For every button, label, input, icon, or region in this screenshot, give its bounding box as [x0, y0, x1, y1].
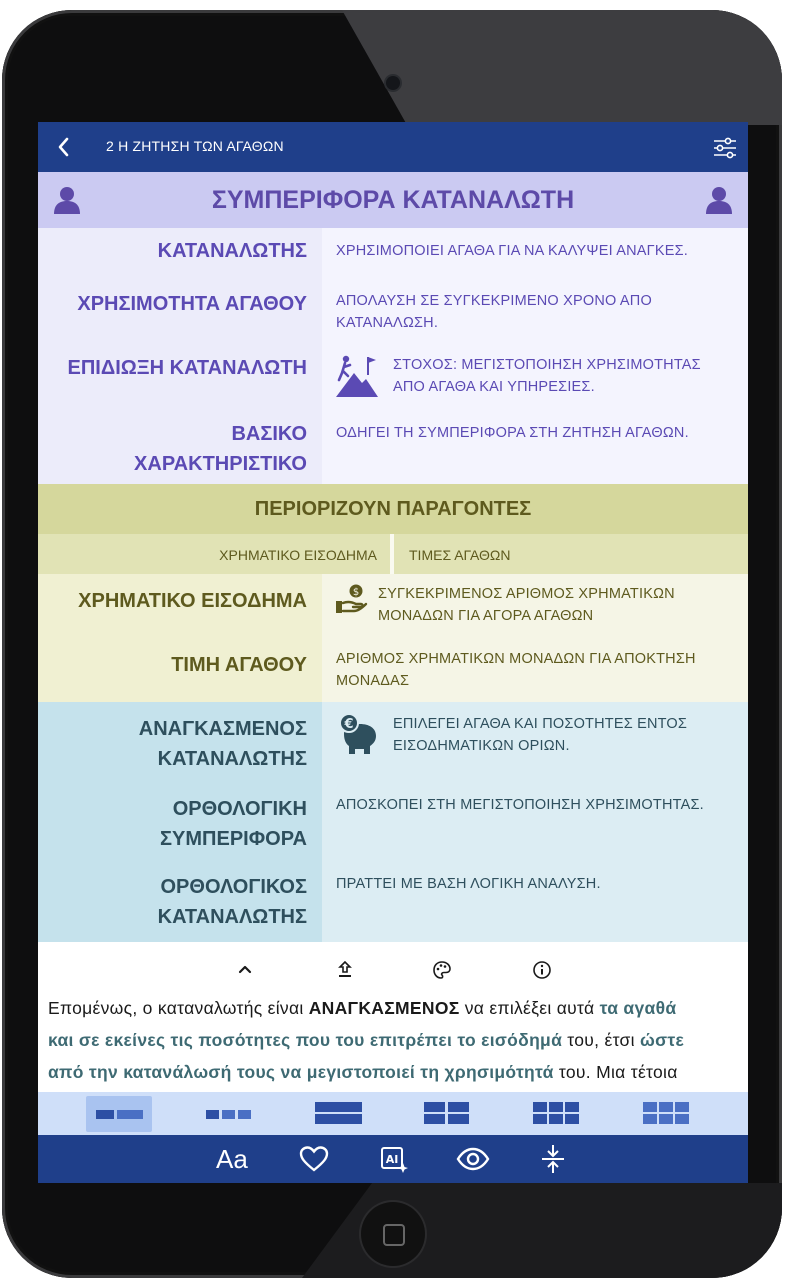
layout-switcher	[38, 1092, 748, 1136]
page-title: 2 Η ΖΗΤΗΣΗ ΤΩΝ ΑΓΑΘΩΝ	[106, 138, 284, 154]
row-label-line: ΣΥΜΠΕΡΙΦΟΡΑ	[160, 828, 307, 850]
tablet-frame	[2, 10, 782, 1278]
layout-2col-icon	[86, 1096, 152, 1132]
text-run-bold: ΑΝΑΓΚΑΣΜΕΝΟΣ	[308, 998, 460, 1018]
row-value: ΑΡΙΘΜΟΣ ΧΡΗΜΑΤΙΚΩΝ ΜΟΝΑΔΩΝ ΓΙΑ ΑΠΟΚΤΗΣΗ ΜΟΝΑΔΑΣ	[336, 651, 696, 689]
eye-icon[interactable]	[456, 1143, 490, 1175]
back-arrow-icon[interactable]	[52, 134, 76, 160]
collapse-icon[interactable]	[538, 1143, 568, 1175]
piggy-bank-euro-icon	[336, 712, 380, 756]
money-hand-icon	[334, 583, 368, 615]
palette-icon[interactable]	[432, 960, 452, 980]
row-value: ΣΥΓΚΕΚΡΙΜΕΝΟΣ ΑΡΙΘΜΟΣ ΧΡΗΜΑΤΙΚΩΝ ΜΟΝΑΔΩΝ ΓΙΑ ΑΓΟΡΑ ΑΓΑΘΩΝ	[378, 586, 675, 624]
layout-option-1[interactable]	[86, 1096, 152, 1132]
row-label: ΤΙΜΗ ΑΓΑΘΟΥ	[171, 654, 307, 676]
heart-icon[interactable]	[298, 1143, 330, 1175]
constraints-subheader	[38, 534, 748, 574]
row-value: ΧΡΗΣΙΜΟΠΟΙΕΙ ΑΓΑΘΑ ΓΙΑ ΝΑ ΚΑΛΥΨΕΙ ΑΝΑΓΚΕΣ.	[336, 243, 688, 259]
share-upload-icon[interactable]	[336, 960, 354, 978]
info-icon[interactable]	[532, 960, 552, 980]
highlight-run[interactable]: τα αγαθά	[599, 998, 677, 1018]
text-run: του. Μια τέτοια	[553, 1062, 678, 1082]
body-paragraph	[48, 992, 743, 1088]
concept-title: ΣΥΜΠΕΡΙΦΟΡΑ ΚΑΤΑΝΑΛΩΤΗ	[211, 186, 575, 214]
font-size-button[interactable]: Aa	[216, 1144, 248, 1174]
layout-3col-icon	[196, 1096, 262, 1132]
row-label: ΕΠΙΔΙΩΞΗ ΚΑΤΑΝΑΛΩΤΗ	[67, 357, 307, 379]
layout-option-5[interactable]	[524, 1096, 590, 1132]
row-label-line: ΚΑΤΑΝΑΛΩΤΗΣ	[157, 748, 307, 770]
row-value: ΟΔΗΓΕΙ ΤΗ ΣΥΜΠΕΡΙΦΟΡΑ ΣΤΗ ΖΗΤΗΣΗ ΑΓΑΘΩΝ.	[336, 425, 689, 441]
layout-rows-icon	[306, 1096, 372, 1132]
card-tools	[38, 942, 748, 992]
row-label-line: ΑΝΑΓΚΑΣΜΕΝΟΣ	[138, 718, 307, 740]
row-label: ΚΑΤΑΝΑΛΩΤΗΣ	[157, 240, 307, 262]
row-label-line: ΧΑΡΑΚΤΗΡΙΣΤΙΚΟ	[134, 453, 307, 475]
layout-option-6[interactable]	[634, 1096, 700, 1132]
layout-option-4[interactable]	[414, 1096, 480, 1132]
settings-sliders-icon[interactable]	[712, 135, 738, 161]
home-button[interactable]	[361, 1202, 425, 1266]
layout-grid-3x2-icon	[524, 1096, 590, 1132]
row-value: ΑΠΟΛΑΥΣΗ ΣΕ ΣΥΓΚΕΚΡΙΜΕΝΟ ΧΡΟΝΟ ΑΠΟ ΚΑΤΑΝΑΛΩΣΗ.	[336, 293, 652, 331]
row-value: ΠΡΑΤΤΕΙ ΜΕ ΒΑΣΗ ΛΟΓΙΚΗ ΑΝΑΛΥΣΗ.	[336, 876, 601, 892]
consumer-section	[38, 228, 748, 484]
top-app-bar	[38, 122, 748, 172]
row-value: ΣΤΟΧΟΣ: ΜΕΓΙΣΤΟΠΟΙΗΣΗ ΧΡΗΣΙΜΟΤΗΤΑΣ ΑΠΟ ΑΓΑΘΑ ΚΑΙ ΥΠΗΡΕΣΙΕΣ.	[393, 357, 701, 395]
constraints-title: ΠΕΡΙΟΡΙΖΟΥΝ ΠΑΡΑΓΟΝΤΕΣ	[254, 498, 532, 520]
bottom-toolbar	[38, 1135, 748, 1183]
ai-assist-icon[interactable]	[378, 1143, 410, 1175]
highlight-run[interactable]: από την κατανάλωσή τους να μεγιστοποιεί τη χρησιμότητά	[48, 1062, 554, 1082]
svg-text:AI: AI	[385, 1153, 399, 1166]
home-square-icon	[383, 1224, 405, 1246]
svg-text:€: €	[344, 717, 354, 732]
layout-grid-3x2-alt-icon	[634, 1096, 700, 1132]
divider	[390, 534, 394, 574]
camera	[386, 76, 400, 90]
layout-grid-2x2-icon	[414, 1096, 480, 1132]
person-icon	[704, 185, 734, 215]
row-label-line: ΒΑΣΙΚΟ	[231, 423, 307, 445]
row-value: ΑΠΟΣΚΟΠΕΙ ΣΤΗ ΜΕΓΙΣΤΟΠΟΙΗΣΗ ΧΡΗΣΙΜΟΤΗΤΑΣ.	[336, 797, 704, 813]
text-run: Επομένως, ο καταναλωτής είναι	[48, 998, 309, 1018]
screen	[38, 122, 748, 1183]
constraint-income-tag: ΧΡΗΜΑΤΙΚΟ ΕΙΣΟΔΗΜΑ	[219, 547, 377, 563]
constraints-section	[38, 574, 748, 702]
rational-consumer-section	[38, 702, 748, 942]
highlight-run[interactable]: ώστε	[640, 1030, 685, 1050]
highlight-run[interactable]: και σε εκείνες τις ποσότητες που του επιτρέπει το εισόδημά	[48, 1030, 563, 1050]
row-label: ΧΡΗΜΑΤΙΚΟ ΕΙΣΟΔΗΜΑ	[78, 590, 307, 612]
row-label-line: ΟΡΘΟΛΟΓΙΚΗ	[172, 798, 307, 820]
constraints-header	[38, 484, 748, 534]
constraint-prices-tag: ΤΙΜΕΣ ΑΓΑΘΩΝ	[409, 547, 511, 563]
row-value: ΕΠΙΛΕΓΕΙ ΑΓΑΘΑ ΚΑΙ ΠΟΣΟΤΗΤΕΣ ΕΝΤΟΣ ΕΙΣΟΔΗΜΑΤΙΚΩΝ ΟΡΙΩΝ.	[393, 716, 688, 754]
layout-option-2[interactable]	[196, 1096, 262, 1132]
row-label-line: ΟΡΘΟΛΟΓΙΚΟΣ	[160, 876, 307, 898]
layout-option-3[interactable]	[306, 1096, 372, 1132]
text-run: να επιλέξει αυτά	[459, 998, 600, 1018]
row-label-line: ΚΑΤΑΝΑΛΩΤΗΣ	[157, 906, 307, 928]
svg-text:$: $	[352, 587, 360, 598]
mountain-goal-icon	[334, 353, 380, 399]
chevron-up-icon[interactable]	[236, 960, 254, 978]
text-run: του, έτσι	[562, 1030, 640, 1050]
row-label: ΧΡΗΣΙΜΟΤΗΤΑ ΑΓΑΘΟΥ	[77, 293, 307, 315]
frame-reflection	[342, 10, 782, 125]
concept-header	[38, 172, 748, 228]
